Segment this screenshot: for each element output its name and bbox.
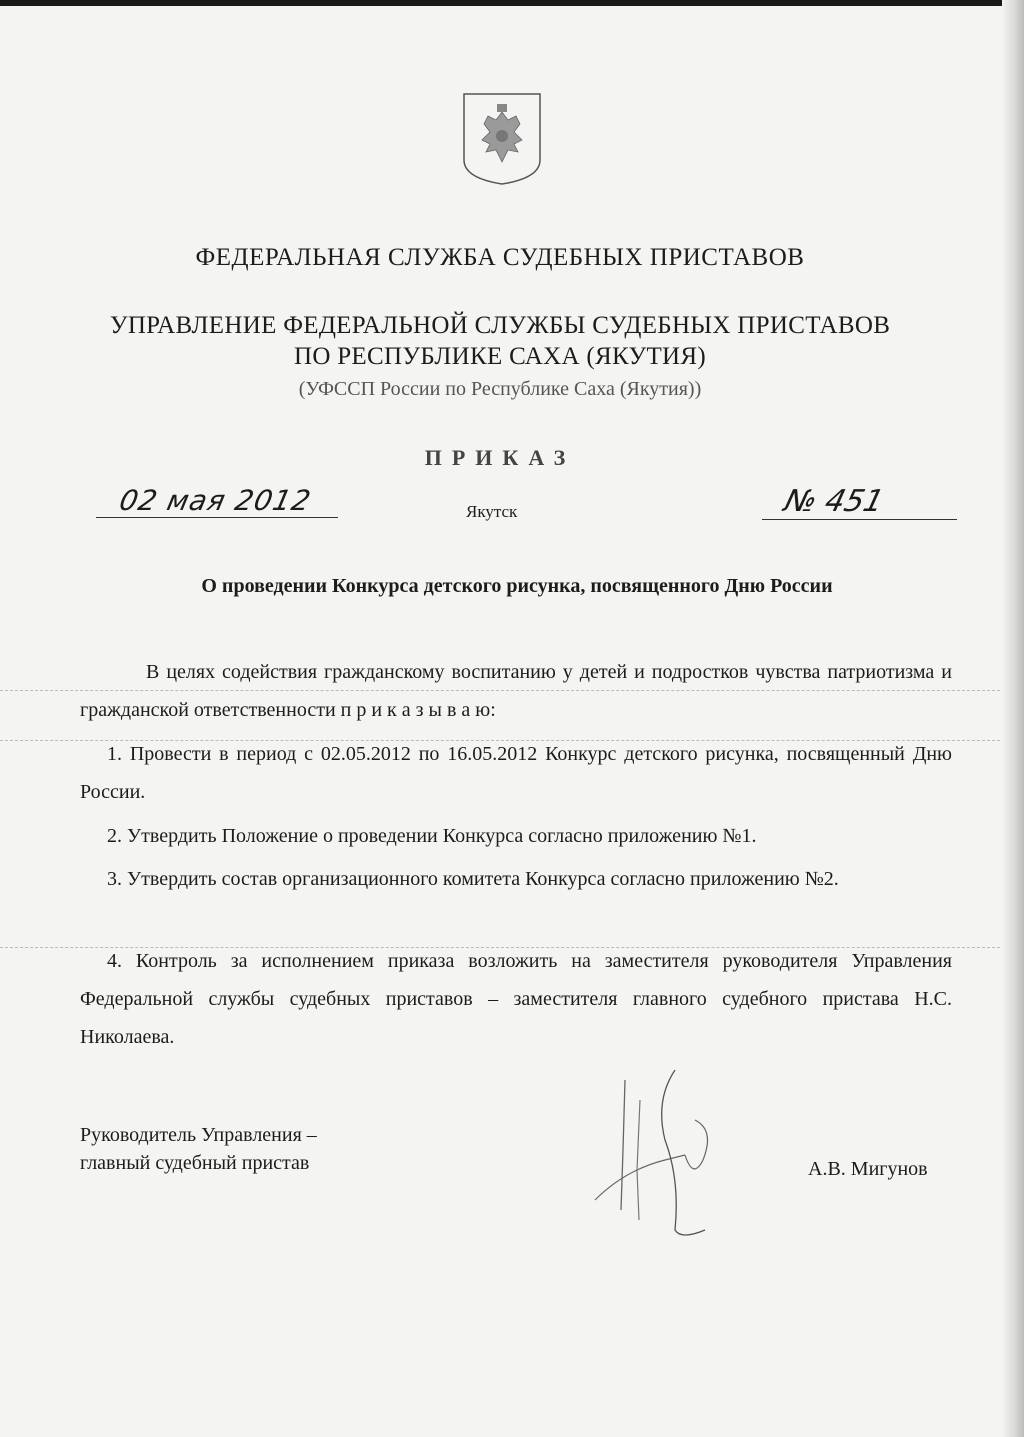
order-item-2: 2. Утвердить Положение о проведении Конкурса согласно приложению №1. [107,825,757,847]
handwritten-signature-icon [585,1060,725,1250]
scan-edge-right [1002,0,1024,1437]
department-name-line2: ПО РЕСПУБЛИКЕ САХА (ЯКУТИЯ) [293,343,707,370]
agency-name: ФЕДЕРАЛЬНАЯ СЛУЖБА СУДЕБНЫХ ПРИСТАВОВ [195,244,805,271]
order-item-4: 4. Контроль за исполнением приказа возложить на заместителя руководителя Управления Федеральной службы судебных приставов – заместителя главного судебного пристава Н.С. Николаева. [80,950,952,1048]
order-date-handwritten: 02 мая 2012 [116,484,315,517]
order-city: Якутск [466,502,518,521]
scan-edge-top [0,0,1024,6]
department-short-name: (УФССП России по Республике Саха (Якутия)) [298,378,702,400]
russian-coat-of-arms-icon [460,90,544,186]
signatory-position-line2: главный судебный пристав [80,1152,310,1174]
number-underline [762,519,957,520]
order-item-1: 1. Провести в период с 02.05.2012 по 16.05.2012 Конкурс детского рисунка, посвященный Дню России. [80,743,952,803]
date-underline [96,517,338,518]
order-heading: ПРИКАЗ [424,445,576,470]
order-title: О проведении Конкурса детского рисунка, посвященного Дню России [201,575,833,597]
signatory-name: А.В. Мигунов [808,1158,928,1180]
signatory-position-line1: Руководитель Управления – [80,1124,317,1146]
order-item-3: 3. Утвердить состав организационного комитета Конкурса согласно приложению №2. [107,868,839,890]
intro-paragraph: В целях содействия гражданскому воспитанию у детей и подростков чувства патриотизма и гражданской ответственности п р и к а з ы в а ю: [80,661,952,721]
order-number-handwritten: № 451 [780,484,888,519]
department-name-line1: УПРАВЛЕНИЕ ФЕДЕРАЛЬНОЙ СЛУЖБЫ СУДЕБНЫХ ПРИСТАВОВ [109,312,891,339]
